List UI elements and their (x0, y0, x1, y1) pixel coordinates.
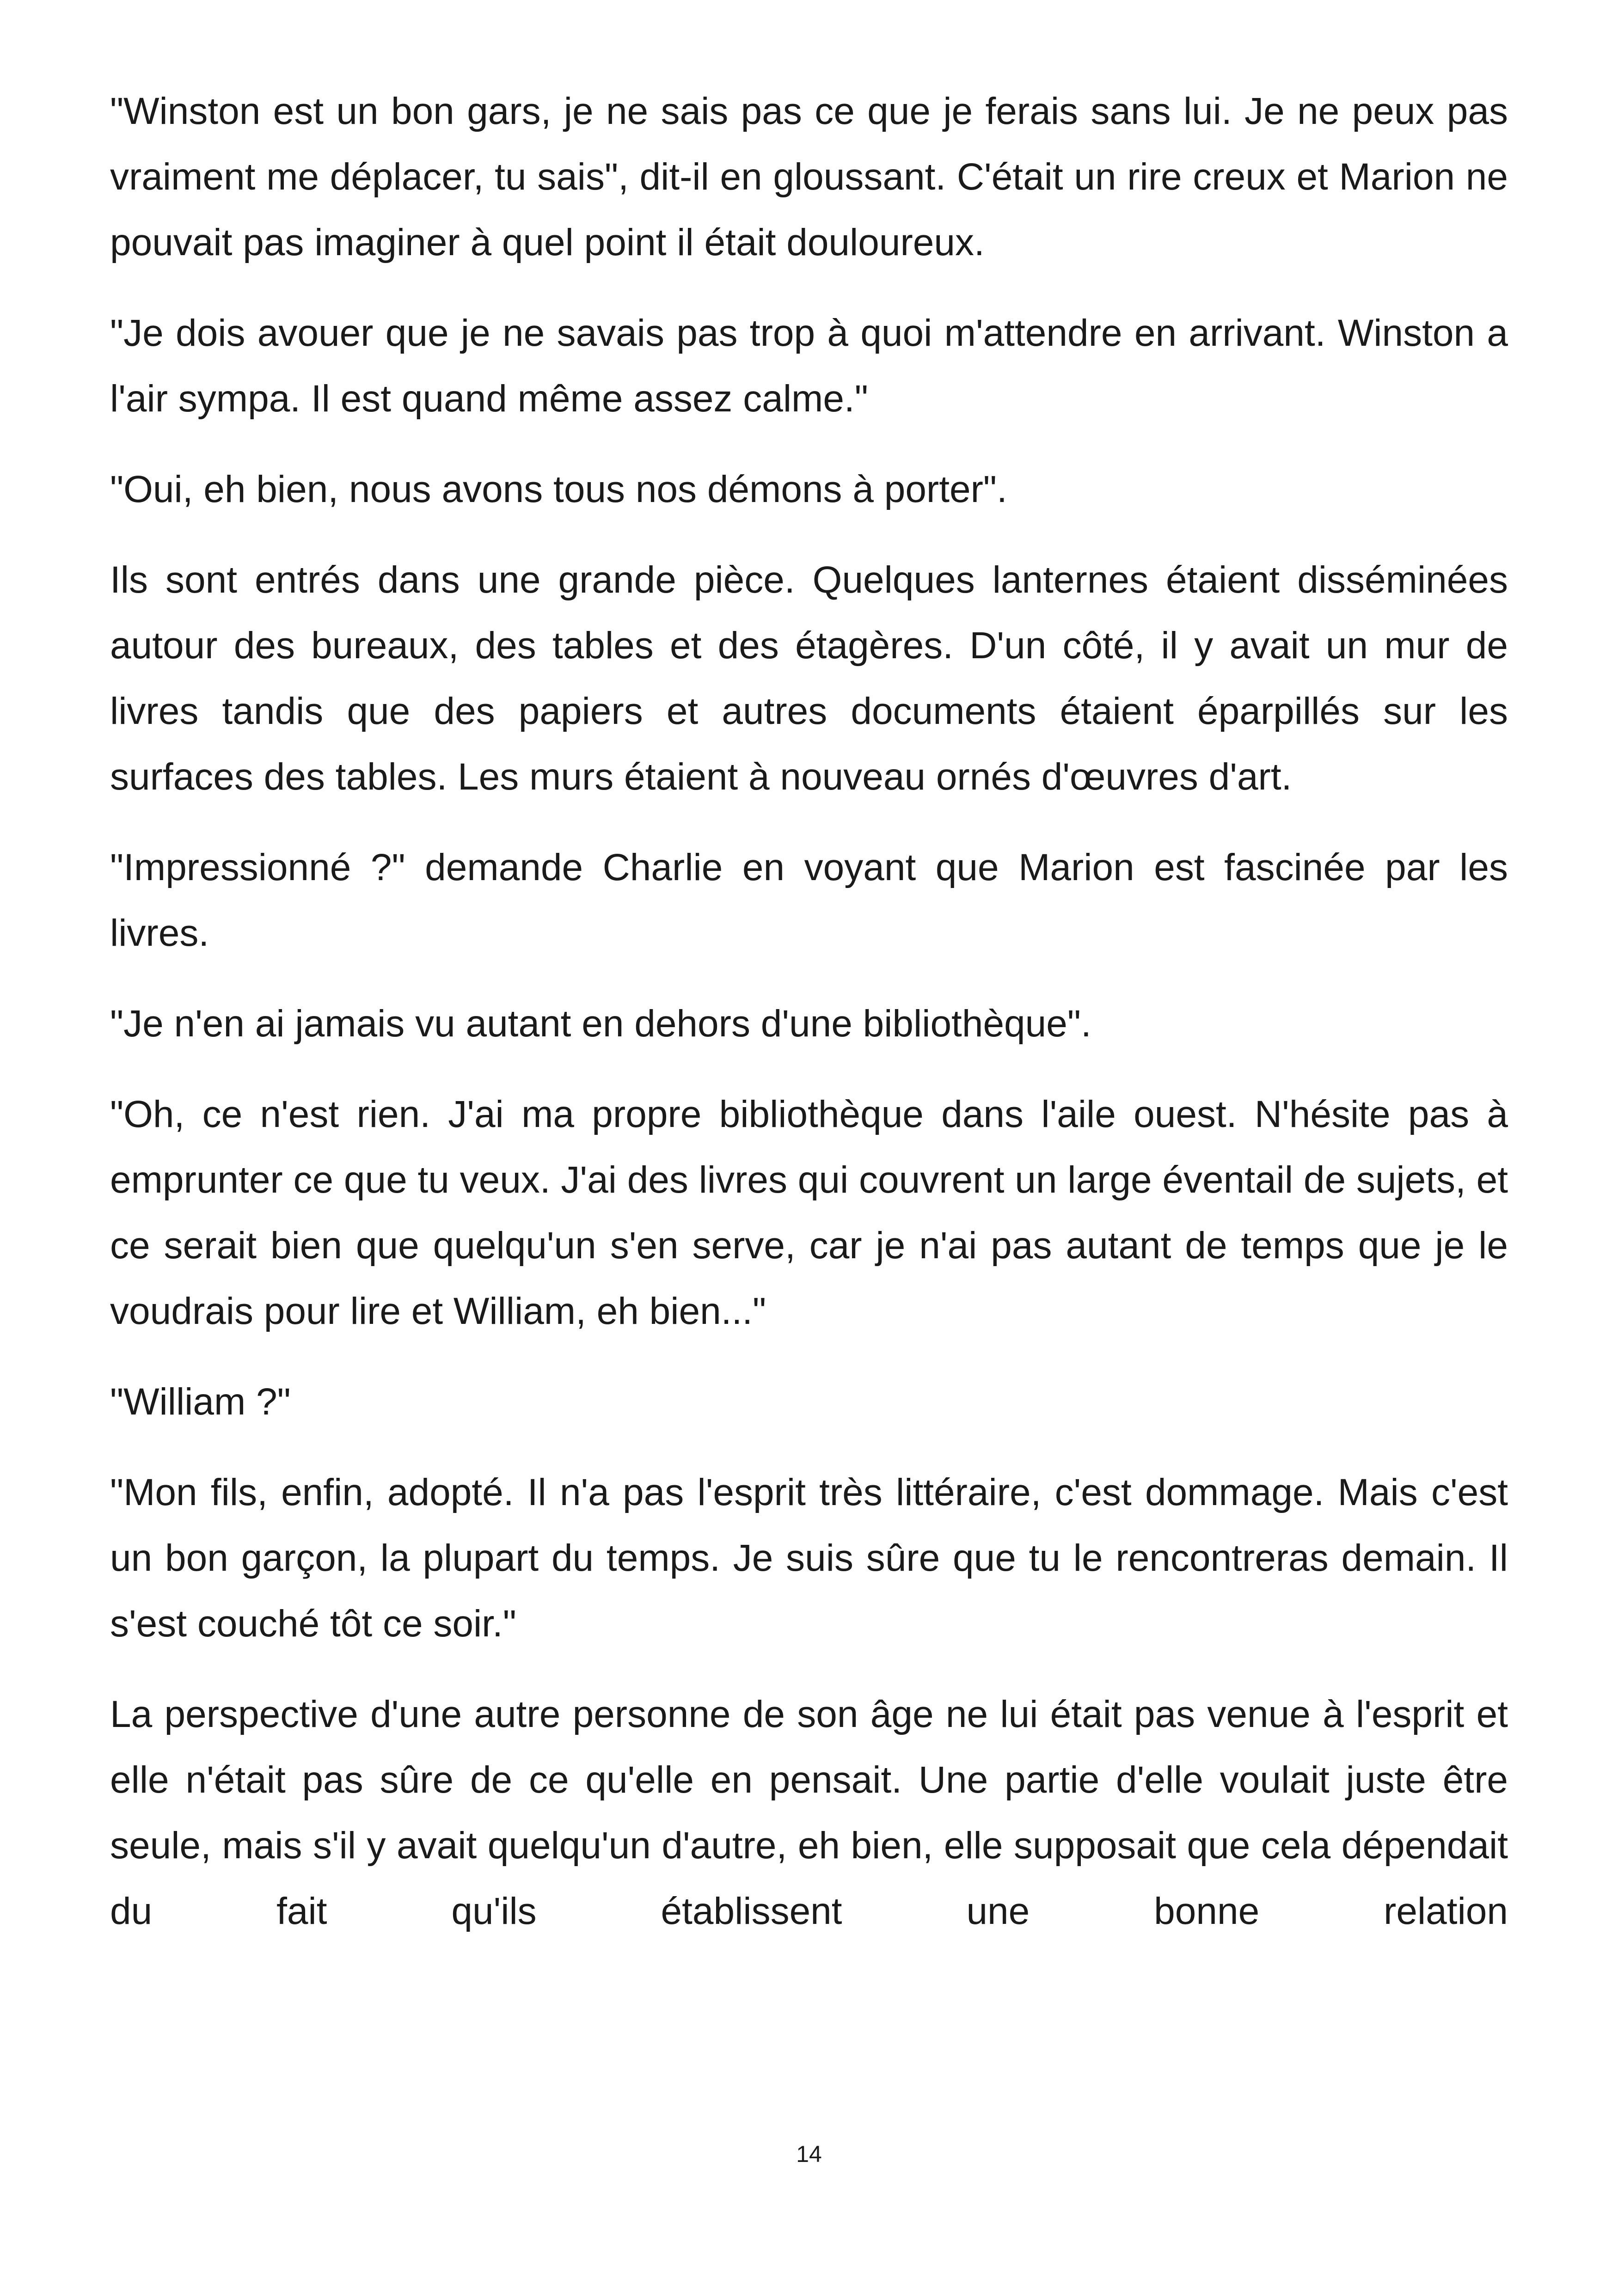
paragraph-10: La perspective d'une autre personne de son âge ne lui était pas venue à l'esprit et elle n'était pas sûre de ce qu'elle en pensait. Une partie d'elle voulait juste être seule, mais s'il y avait quelqu'un d'autre, eh bien, elle supposait que cela dépendait du fait qu'ils établissent une bonne relation (110, 1693, 1508, 1932)
paragraph-2: "Je dois avouer que je ne savais pas trop à quoi m'attendre en arrivant. Winston a l'air sympa. Il est quand même assez calme." (110, 312, 1508, 420)
paragraph-7: "Oh, ce n'est rien. J'ai ma propre bibliothèque dans l'aile ouest. N'hésite pas à emprunter ce que tu veux. J'ai des livres qui couvrent un large éventail de sujets, et ce serait bien que quelqu'un s'en serve, car je n'ai pas autant de temps que je le voudrais pour lire et William, eh bien..." (110, 1093, 1508, 1332)
paragraph-9: "Mon fils, enfin, adopté. Il n'a pas l'esprit très littéraire, c'est dommage. Mais c'est un bon garçon, la plupart du temps. Je suis sûre que tu le rencontreras demain. Il s'est couché tôt ce soir." (110, 1471, 1508, 1645)
paragraph-8: "William ?" (110, 1381, 291, 1423)
body-text (110, 79, 1508, 1969)
paragraph-5: "Impressionné ?" demande Charlie en voyant que Marion est fascinée par les livres. (110, 846, 1508, 954)
paragraph-6: "Je n'en ai jamais vu autant en dehors d'une bibliothèque". (110, 1003, 1091, 1045)
paragraph-3: "Oui, eh bien, nous avons tous nos démons à porter". (110, 468, 1007, 510)
paragraph-4: Ils sont entrés dans une grande pièce. Quelques lanternes étaient disséminées autour des bureaux, des tables et des étagères. D'un côté, il y avait un mur de livres tandis que des papiers et autres documents étaient éparpillés sur les surfaces des tables. Les murs étaient à nouveau ornés d'œuvres d'art. (110, 559, 1508, 798)
page-number: 14 (796, 2141, 822, 2167)
paragraph-1: "Winston est un bon gars, je ne sais pas ce que je ferais sans lui. Je ne peux pas vraiment me déplacer, tu sais", dit-il en gloussant. C'était un rire creux et Marion ne pouvait pas imaginer à quel point il était douloureux. (110, 90, 1508, 263)
